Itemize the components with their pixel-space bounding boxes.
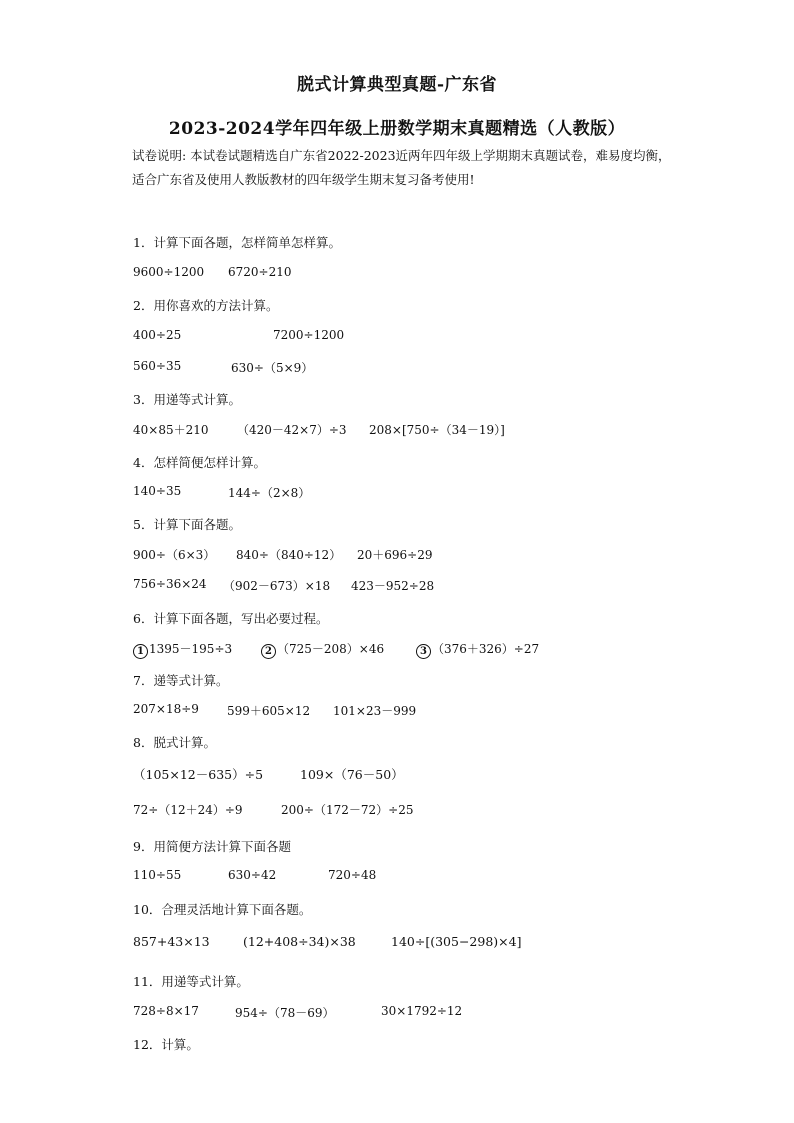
expression: 900÷（6×3）	[133, 548, 216, 562]
circled-number-1: 1	[133, 644, 148, 659]
expression: （725－208）×46	[277, 642, 385, 656]
expression: （376＋326）÷27	[432, 642, 540, 656]
expression: 728÷8×17	[133, 1004, 199, 1018]
expression: 7200÷1200	[273, 328, 345, 342]
expression: 857+43×13	[133, 934, 210, 949]
expression: (12+408÷34)×38	[243, 934, 356, 949]
expression: 140÷[(305−298)×4]	[391, 934, 522, 949]
expression: 40×85＋210	[133, 423, 209, 437]
paper-description: 试卷说明: 本试卷试题精选自广东省2022-2023近两年四年级上学期期末真题试卷，难易度均衡，适合广东省及使用人教版教材的四年级学生期末复习备考使用!	[132, 148, 671, 187]
expression: 208×[750÷（34－19）]	[369, 423, 505, 437]
expression: 1395－195÷3	[149, 642, 233, 656]
circled-item-2	[261, 640, 384, 659]
expression: 630÷42	[228, 868, 277, 882]
question-12-title: 12．计算。	[133, 1037, 199, 1052]
expression: 110÷55	[133, 868, 182, 882]
question-7-title: 7．递等式计算。	[133, 673, 229, 688]
expression: 9600÷1200	[133, 265, 205, 279]
expression: 840÷（840÷12）	[236, 548, 342, 562]
expression: 599＋605×12	[227, 704, 311, 718]
expression: 560÷35	[133, 359, 182, 373]
expression: 144÷（2×8）	[228, 486, 311, 500]
expression: 20＋696÷29	[357, 548, 433, 562]
expression: 400÷25	[133, 328, 182, 342]
question-10-title: 10．合理灵活地计算下面各题。	[133, 902, 312, 917]
expression: 30×1792÷12	[381, 1004, 463, 1018]
circled-item-1	[133, 640, 232, 659]
question-6-title: 6．计算下面各题，写出必要过程。	[133, 611, 329, 626]
expression: 954÷（78－69）	[235, 1006, 335, 1020]
expression: 72÷（12＋24）÷9	[133, 803, 243, 817]
expression: （105×12－635）÷5	[133, 767, 264, 782]
question-9-title: 9．用简便方法计算下面各题	[133, 839, 291, 854]
question-4-title: 4．怎样简便怎样计算。	[133, 455, 266, 470]
question-3-title: 3．用递等式计算。	[133, 392, 241, 407]
document-subtitle: 2023-2024学年四年级上册数学期末真题精选（人教版）	[168, 119, 626, 139]
question-2-title: 2．用你喜欢的方法计算。	[133, 298, 279, 313]
expression: 109×（76－50）	[300, 767, 404, 782]
expression: 423－952÷28	[351, 579, 435, 593]
document-title: 脱式计算典型真题-广东省	[296, 75, 498, 95]
expression: 207×18÷9	[133, 702, 199, 716]
expression: 140÷35	[133, 484, 182, 498]
expression: 630÷（5×9）	[231, 361, 314, 375]
expression: （420－42×7）÷3	[237, 423, 347, 437]
expression: 720÷48	[328, 868, 377, 882]
question-8-title: 8．脱式计算。	[133, 735, 216, 750]
expression: （902－673）×18	[223, 579, 331, 593]
expression: 200÷（172－72）÷25	[281, 803, 414, 817]
expression: 101×23－999	[333, 704, 417, 718]
circled-number-3: 3	[416, 644, 431, 659]
expression: 756÷36×24	[133, 577, 207, 591]
question-5-title: 5．计算下面各题。	[133, 517, 241, 532]
question-1-title: 1．计算下面各题，怎样简单怎样算。	[133, 235, 341, 250]
question-11-title: 11．用递等式计算。	[133, 974, 249, 989]
circled-number-2: 2	[261, 644, 276, 659]
circled-item-3	[416, 640, 539, 659]
expression: 6720÷210	[228, 265, 292, 279]
